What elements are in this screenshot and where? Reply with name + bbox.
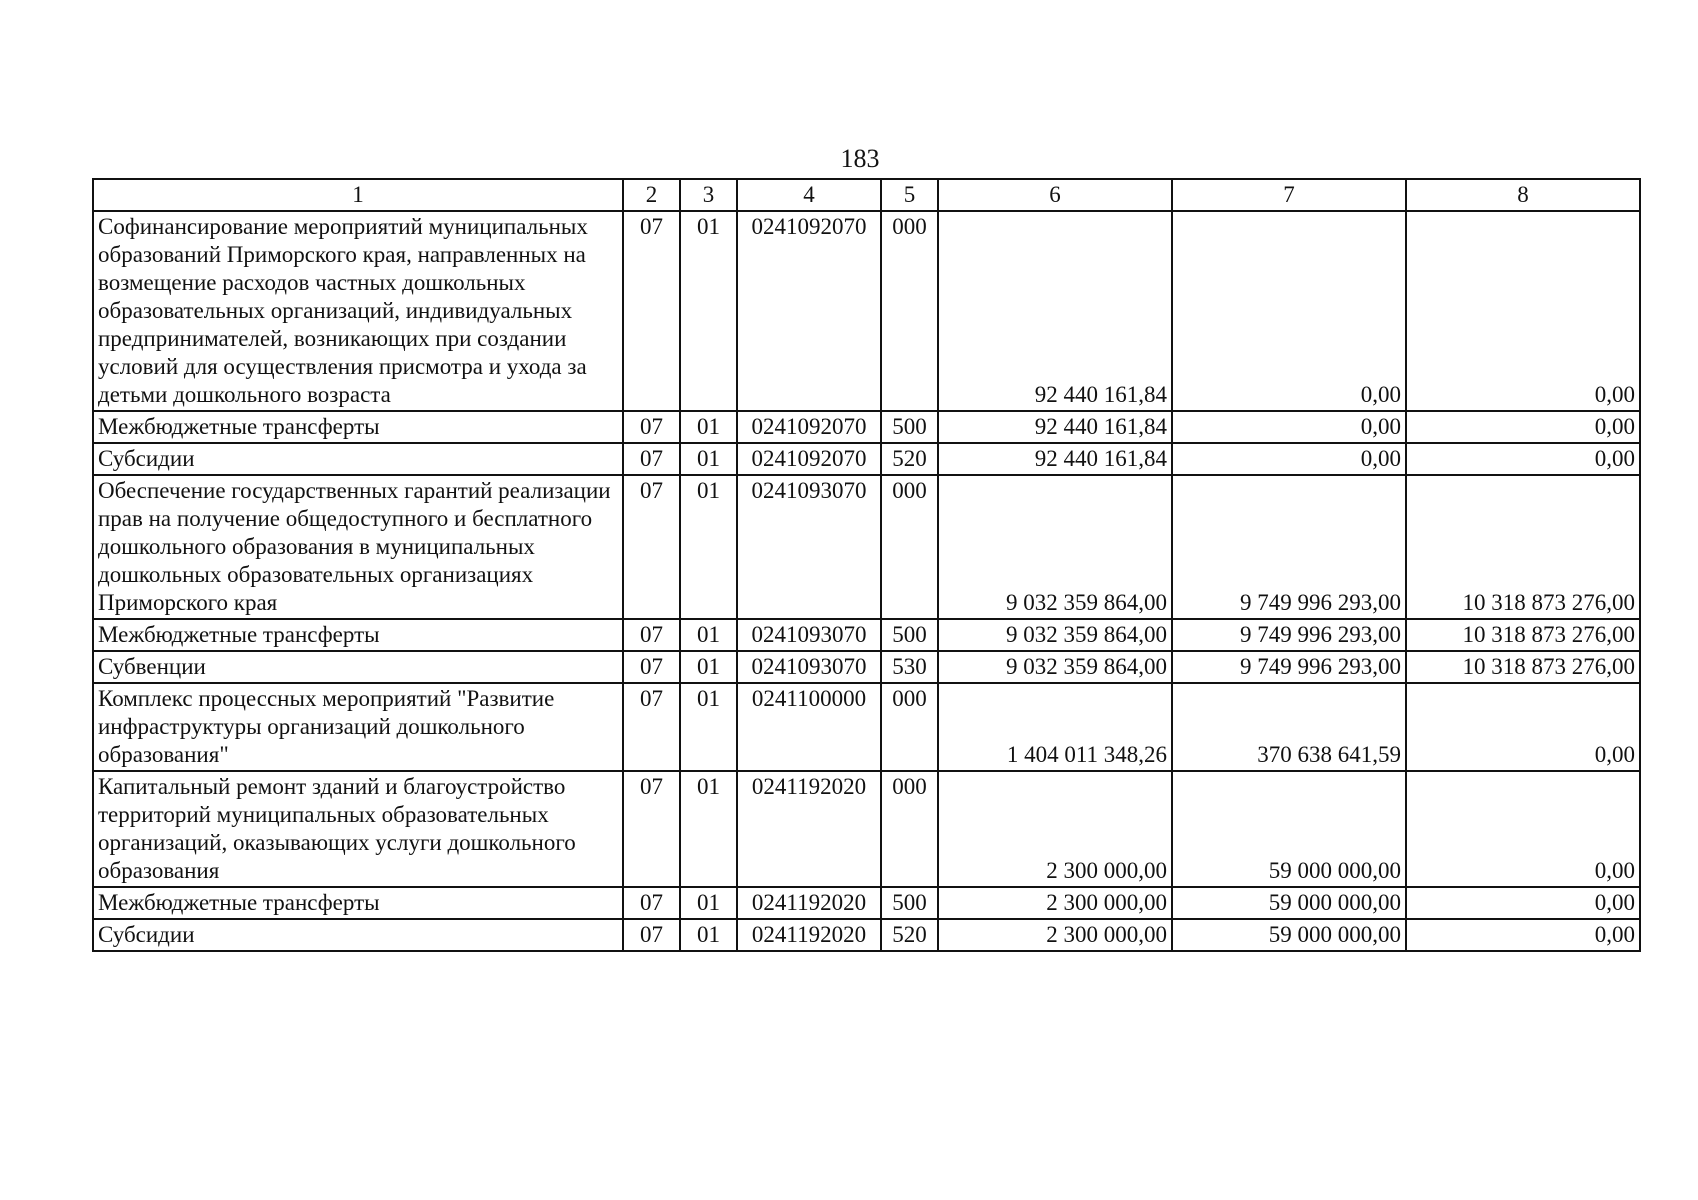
amount-col6: 9 032 359 864,00 — [938, 475, 1172, 619]
target-article-code: 0241093070 — [737, 619, 881, 651]
amount-col8: 0,00 — [1406, 919, 1640, 951]
amount-col6: 2 300 000,00 — [938, 771, 1172, 887]
target-article-code: 0241092070 — [737, 443, 881, 475]
subsection-code: 01 — [680, 919, 737, 951]
expense-name: Межбюджетные трансферты — [93, 887, 623, 919]
table-row — [93, 683, 1640, 771]
amount-col7: 59 000 000,00 — [1172, 771, 1406, 887]
amount-col8: 0,00 — [1406, 887, 1640, 919]
expense-type-code: 000 — [881, 683, 938, 771]
amount-col8: 0,00 — [1406, 411, 1640, 443]
target-article-code: 0241192020 — [737, 771, 881, 887]
section-code: 07 — [623, 475, 680, 619]
expense-name: Межбюджетные трансферты — [93, 411, 623, 443]
amount-col7: 9 749 996 293,00 — [1172, 475, 1406, 619]
amount-col8: 10 318 873 276,00 — [1406, 651, 1640, 683]
table-row — [93, 411, 1640, 443]
expense-type-code: 000 — [881, 771, 938, 887]
section-code: 07 — [623, 443, 680, 475]
header-row — [93, 179, 1640, 211]
subsection-code: 01 — [680, 651, 737, 683]
header-cell: 5 — [881, 179, 938, 211]
header-cell: 6 — [938, 179, 1172, 211]
section-code: 07 — [623, 919, 680, 951]
amount-col8: 0,00 — [1406, 683, 1640, 771]
table-row — [93, 771, 1640, 887]
amount-col6: 92 440 161,84 — [938, 211, 1172, 411]
amount-col7: 59 000 000,00 — [1172, 919, 1406, 951]
subsection-code: 01 — [680, 211, 737, 411]
table-row — [93, 887, 1640, 919]
amount-col7: 59 000 000,00 — [1172, 887, 1406, 919]
header-cell: 2 — [623, 179, 680, 211]
subsection-code: 01 — [680, 411, 737, 443]
expense-name: Субсидии — [93, 443, 623, 475]
amount-col8: 0,00 — [1406, 211, 1640, 411]
expense-name: Субвенции — [93, 651, 623, 683]
section-code: 07 — [623, 619, 680, 651]
expense-type-code: 000 — [881, 475, 938, 619]
subsection-code: 01 — [680, 771, 737, 887]
target-article-code: 0241093070 — [737, 475, 881, 619]
expense-type-code: 530 — [881, 651, 938, 683]
expense-type-code: 000 — [881, 211, 938, 411]
expense-type-code: 500 — [881, 619, 938, 651]
target-article-code: 0241092070 — [737, 211, 881, 411]
amount-col6: 2 300 000,00 — [938, 887, 1172, 919]
subsection-code: 01 — [680, 887, 737, 919]
subsection-code: 01 — [680, 443, 737, 475]
amount-col7: 370 638 641,59 — [1172, 683, 1406, 771]
target-article-code: 0241192020 — [737, 919, 881, 951]
subsection-code: 01 — [680, 683, 737, 771]
target-article-code: 0241192020 — [737, 887, 881, 919]
amount-col6: 92 440 161,84 — [938, 411, 1172, 443]
target-article-code: 0241093070 — [737, 651, 881, 683]
section-code: 07 — [623, 411, 680, 443]
subsection-code: 01 — [680, 619, 737, 651]
amount-col6: 1 404 011 348,26 — [938, 683, 1172, 771]
expense-name: Софинансирование мероприятий муниципальных образований Приморского края, направленных на возмещение расходов частных дошкольных образовательных организаций, индивидуальных предпринимателей, возникающих при создании условий для осуществления присмотра и ухода за детьми дошкольного возраста — [93, 211, 623, 411]
amount-col6: 2 300 000,00 — [938, 919, 1172, 951]
header-cell: 1 — [93, 179, 623, 211]
subsection-code: 01 — [680, 475, 737, 619]
amount-col7: 0,00 — [1172, 211, 1406, 411]
table-row — [93, 651, 1640, 683]
table-row — [93, 919, 1640, 951]
amount-col7: 0,00 — [1172, 411, 1406, 443]
amount-col6: 92 440 161,84 — [938, 443, 1172, 475]
expense-name: Обеспечение государственных гарантий реализации прав на получение общедоступного и бесплатного дошкольного образования в муниципальных дошкольных образовательных организациях Приморского края — [93, 475, 623, 619]
header-cell: 7 — [1172, 179, 1406, 211]
expense-name: Субсидии — [93, 919, 623, 951]
section-code: 07 — [623, 887, 680, 919]
expense-type-code: 520 — [881, 443, 938, 475]
amount-col8: 10 318 873 276,00 — [1406, 475, 1640, 619]
header-cell: 4 — [737, 179, 881, 211]
section-code: 07 — [623, 211, 680, 411]
table-row — [93, 211, 1640, 411]
section-code: 07 — [623, 651, 680, 683]
section-code: 07 — [623, 683, 680, 771]
expense-name: Комплекс процессных мероприятий "Развитие инфраструктуры организаций дошкольного образования" — [93, 683, 623, 771]
expense-type-code: 520 — [881, 919, 938, 951]
table-row — [93, 443, 1640, 475]
amount-col8: 0,00 — [1406, 771, 1640, 887]
table-row — [93, 619, 1640, 651]
expense-name: Капитальный ремонт зданий и благоустройство территорий муниципальных образовательных организаций, оказывающих услуги дошкольного образования — [93, 771, 623, 887]
header-cell: 3 — [680, 179, 737, 211]
amount-col6: 9 032 359 864,00 — [938, 651, 1172, 683]
section-code: 07 — [623, 771, 680, 887]
budget-table — [92, 178, 1641, 952]
amount-col7: 9 749 996 293,00 — [1172, 619, 1406, 651]
expense-name: Межбюджетные трансферты — [93, 619, 623, 651]
target-article-code: 0241092070 — [737, 411, 881, 443]
amount-col7: 9 749 996 293,00 — [1172, 651, 1406, 683]
amount-col6: 9 032 359 864,00 — [938, 619, 1172, 651]
amount-col8: 10 318 873 276,00 — [1406, 619, 1640, 651]
expense-type-code: 500 — [881, 887, 938, 919]
amount-col7: 0,00 — [1172, 443, 1406, 475]
table-row — [93, 475, 1640, 619]
expense-type-code: 500 — [881, 411, 938, 443]
page-number: 183 — [840, 144, 880, 173]
target-article-code: 0241100000 — [737, 683, 881, 771]
header-cell: 8 — [1406, 179, 1640, 211]
amount-col8: 0,00 — [1406, 443, 1640, 475]
